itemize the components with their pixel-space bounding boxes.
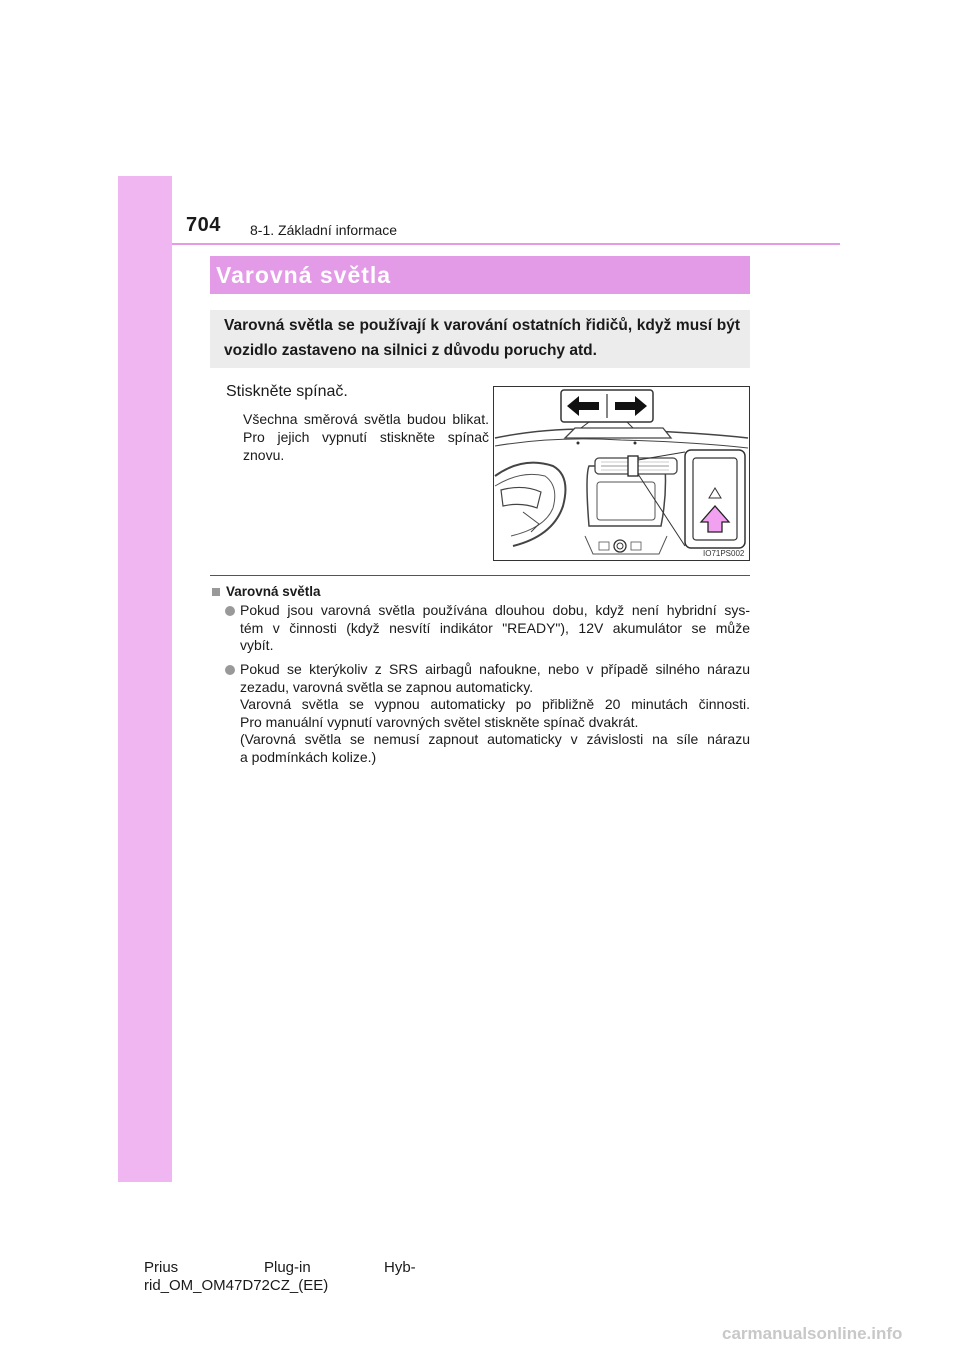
bullet-line: (Varovná světla se nemusí zapnout automaticky v závislosti na síle nárazu — [240, 731, 750, 747]
bullet-line: zezadu, varovná světla se zapnou automaticky. — [240, 678, 534, 695]
bullet-line: Pokud jsou varovná světla používána dlouhou dobu, když není hybridní sys- — [240, 602, 750, 618]
bullet-line: Pokud se kterýkoliv z SRS airbagů nafoukne, nebo v případě silného nárazu — [240, 661, 750, 677]
note-heading — [212, 584, 321, 599]
dashboard-illustration — [493, 386, 750, 561]
section-divider — [210, 575, 750, 576]
side-band — [118, 176, 172, 1182]
watermark: carmanualsonline.info — [722, 1324, 903, 1343]
circle-bullet-icon — [225, 606, 235, 616]
hazard-switch-illustration — [493, 386, 750, 561]
note-heading-text: Varovná světla — [226, 584, 321, 599]
section-label: 8-1. Základní informace — [250, 222, 398, 238]
footer-code: rid_OM_OM47D72CZ_(EE) — [144, 1277, 329, 1294]
bullet-line: vybít. — [240, 637, 274, 653]
square-bullet-icon — [212, 588, 220, 596]
bullet-line: tém v činnosti (když nesvítí indikátor "READY"), 12V akumulátor se může — [240, 619, 750, 636]
summary-box: Varovná světla se používají k varování ostatních řidičů, když musí být vozidlo zastaveno na silnici z důvodu poruchy atd. — [210, 310, 750, 368]
illustration-code: IO71PS002 — [703, 549, 745, 558]
header-rule — [172, 243, 840, 245]
note-bullet-2 — [225, 661, 750, 766]
footer-model: Prius — [144, 1259, 179, 1276]
bullet-line: a podmínkách kolize.) — [240, 748, 377, 765]
footer-hyb: Hyb- — [384, 1259, 416, 1276]
step-description: Všechna směrová světla budou blikat. Pro jejich vypnutí stiskněte spínač znovu. — [243, 411, 489, 463]
footer-variant: Plug-in — [264, 1259, 311, 1276]
step-text: Stiskněte spínač. — [226, 383, 348, 400]
bullet-line: Pro manuální vypnutí varovných světel stiskněte spínač dvakrát. — [240, 713, 639, 730]
circle-bullet-icon — [225, 665, 235, 675]
bullet-line: Varovná světla se vypnou automaticky po přibližně 20 minutách činnosti. — [240, 696, 750, 712]
page-number: 704 — [186, 214, 221, 236]
page-title: Varovná světla — [216, 262, 392, 288]
note-bullet-1 — [225, 602, 750, 655]
